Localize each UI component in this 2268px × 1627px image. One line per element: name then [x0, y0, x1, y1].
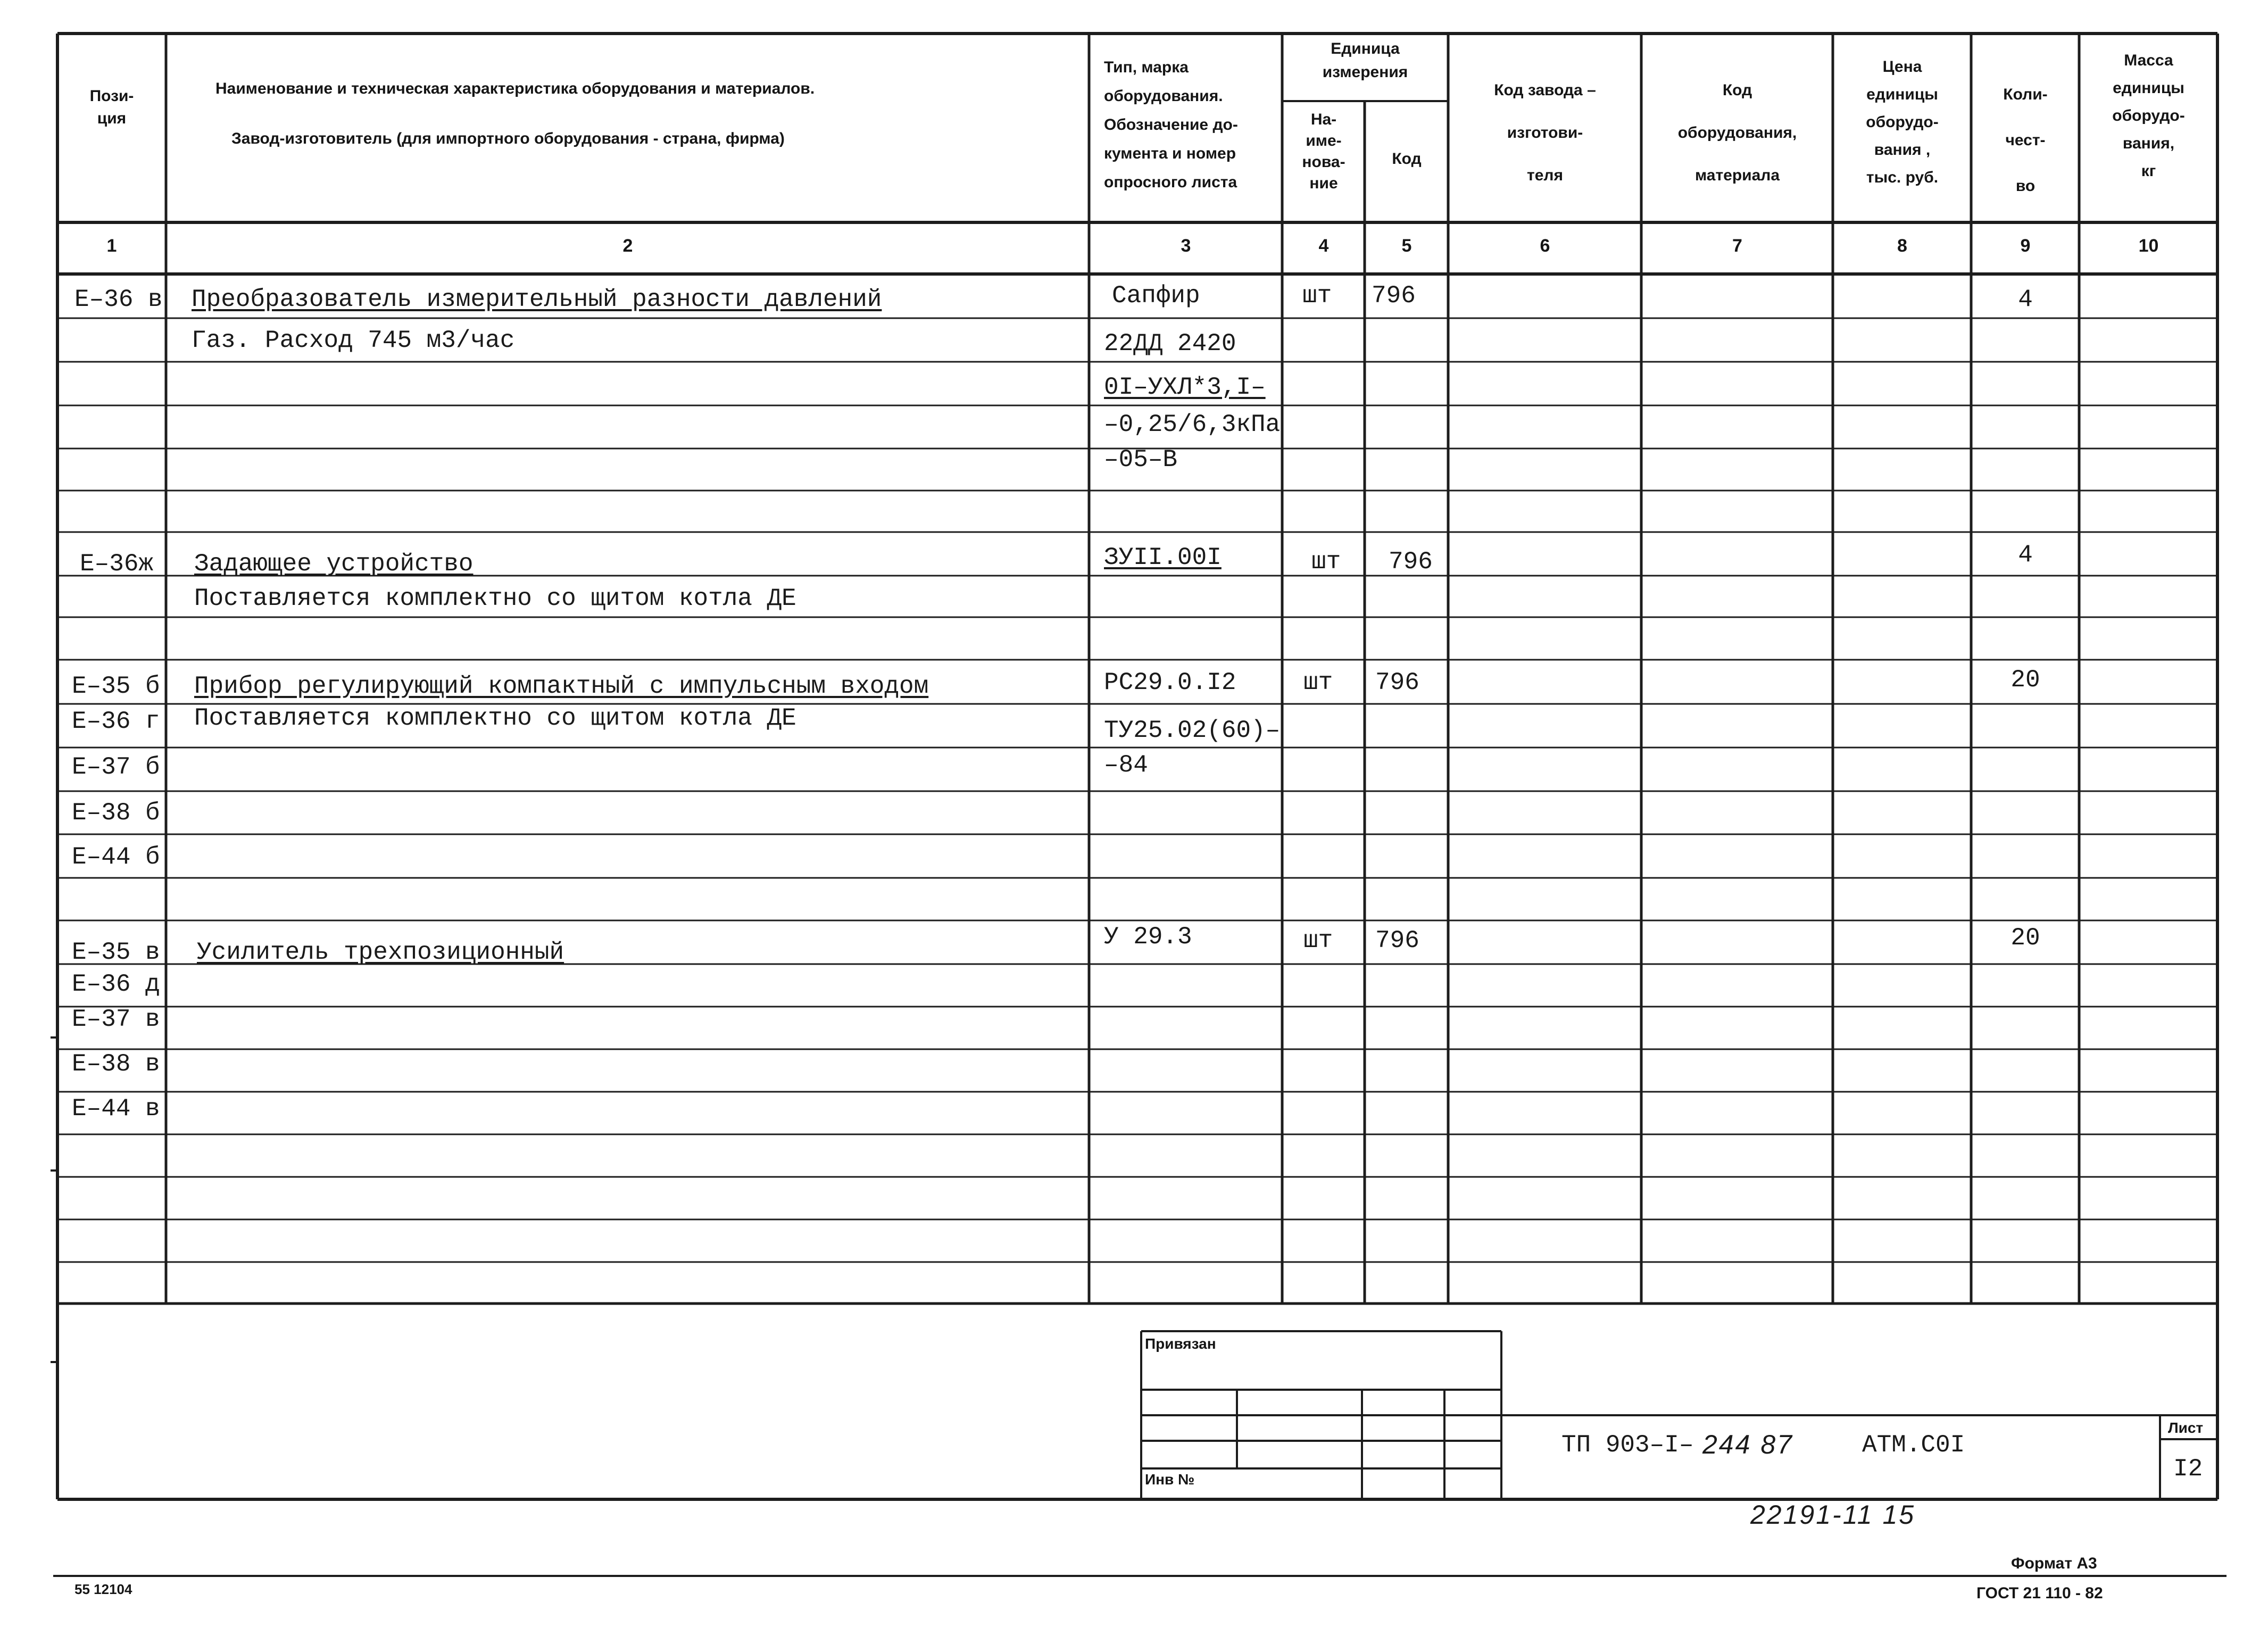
row-position: Е–37 в [72, 1006, 160, 1033]
col-number: 5 [1401, 236, 1412, 256]
handwritten-number: 22191-11 15 [1750, 1500, 1916, 1530]
header-unit-group: Единица измерения [1322, 40, 1408, 81]
row-unit: шт [1311, 548, 1341, 576]
row-name: Преобразователь измерительный разности давлений [192, 286, 882, 313]
stamp-privyazan-label: Привязан [1145, 1335, 1216, 1352]
row-position: Е–36 в [74, 286, 163, 313]
col-number: 6 [1540, 236, 1550, 256]
header-price: Цена единицы оборудо- вания , тыс. руб. [1866, 58, 1939, 186]
row-type: –0,25/6,3кПа [1104, 411, 1281, 438]
row-position: Е–35 в [72, 939, 160, 966]
col-number: 4 [1318, 236, 1329, 256]
footer-left-code: 55 12104 [74, 1581, 132, 1597]
col-number: 1 [106, 236, 117, 256]
stamp-inv-label: Инв № [1145, 1471, 1195, 1488]
row-position: Е–44 б [72, 843, 160, 871]
doc-code-prefix: ТП 903–I– [1561, 1431, 1694, 1459]
doc-code-handwritten: 244 87 [1702, 1430, 1793, 1459]
row-type: ТУ25.02(60)– [1104, 717, 1281, 744]
row-position: Е–36 д [72, 970, 160, 998]
row-name: Усилитель трехпозиционный [197, 939, 564, 966]
col-number: 9 [2020, 236, 2031, 256]
col-number: 8 [1897, 236, 1907, 256]
col-number: 3 [1181, 236, 1191, 256]
row-quantity: 20 [2011, 924, 2040, 952]
row-name: Поставляется комплектно со щитом котла ДЕ [194, 704, 796, 732]
footer-format: Формат А3 [2011, 1555, 2097, 1572]
header-mass: Масса единицы оборудо- вания, кг [2112, 52, 2185, 180]
col-number: 10 [2138, 236, 2159, 256]
row-position: Е–35 б [72, 673, 160, 700]
row-unit: шт [1303, 669, 1333, 696]
row-type: ЗУII.00I [1104, 544, 1222, 571]
sheet-label: Лист [2168, 1420, 2204, 1436]
row-type: Сапфир [1112, 282, 1200, 310]
row-type: –84 [1104, 751, 1148, 779]
row-type: У 29.3 [1104, 923, 1192, 951]
row-type: 0I–УХЛ*3,I– [1104, 373, 1266, 401]
row-name: Прибор регулирующий компактный с импульсным входом [194, 673, 929, 700]
row-unit-code: 796 [1375, 927, 1419, 954]
row-quantity: 4 [2018, 541, 2033, 569]
header-unit-name: На- име- нова- ние [1302, 111, 1345, 192]
header-name-line1: Наименование и техническая характеристика оборудования и материалов. [215, 80, 815, 97]
row-position: Е–36 г [72, 708, 160, 735]
row-name: Поставляется комплектно со щитом котла ДЕ [194, 585, 796, 612]
row-unit-code: 796 [1372, 282, 1416, 310]
row-type: 22ДД 2420 [1104, 330, 1236, 358]
row-position: Е–38 в [72, 1050, 160, 1078]
row-position: Е–44 в [72, 1095, 160, 1123]
footer-gost: ГОСТ 21 110 - 82 [1976, 1584, 2103, 1602]
row-type: –05–В [1104, 446, 1178, 474]
header-type: Тип, марка оборудования. Обозначение до- кумента и номер опросного листа [1104, 59, 1238, 191]
row-position: Е–37 б [72, 753, 160, 781]
col-number: 2 [622, 236, 633, 256]
header-equipment-code: Код оборудования, материала [1677, 81, 1797, 184]
row-unit-code: 796 [1375, 669, 1419, 696]
header-quantity: Коли- чест- во [2003, 86, 2048, 195]
row-quantity: 4 [2018, 286, 2033, 313]
row-unit-code: 796 [1389, 548, 1433, 576]
row-position: Е–38 б [72, 799, 160, 827]
row-quantity: 20 [2011, 666, 2040, 694]
header-name-line2: Завод-изготовитель (для импортного оборудования - страна, фирма) [231, 130, 785, 147]
row-unit: шт [1303, 927, 1333, 954]
doc-mark: АТМ.С0I [1862, 1431, 1965, 1459]
row-position: Е–36ж [80, 550, 154, 578]
row-name: Газ. Расход 745 м3/час [192, 327, 515, 354]
row-unit: шт [1302, 282, 1332, 310]
row-name: Задающее устройство [194, 550, 473, 578]
header-position: Пози- ция [89, 87, 134, 127]
row-type: РС29.0.I2 [1104, 669, 1236, 696]
col-number: 7 [1732, 236, 1742, 256]
header-manufacturer-code: Код завода – изготови- теля [1494, 81, 1596, 184]
header-unit-code: Код [1392, 150, 1422, 168]
sheet-number: I2 [2173, 1455, 2203, 1483]
